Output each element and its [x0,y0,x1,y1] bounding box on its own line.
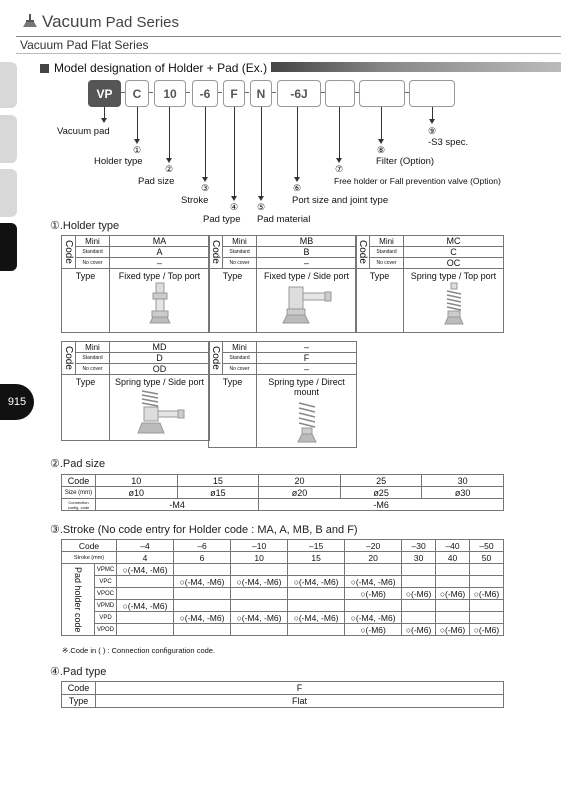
stroke-title: ③.Stroke (No code entry for Holder code : MA, A, MB, B and F) [50,524,358,536]
circle-7: ⑦ [335,164,344,174]
code-box-port: -6J [277,80,321,107]
label-s3: -S3 spec. [428,137,469,148]
side-tab[interactable] [0,115,17,163]
stroke-table [61,539,504,636]
code-box-pad-material: N [250,80,272,107]
pad-type-type: Flat [96,695,504,708]
stroke-cell [436,576,470,588]
label-filter: Filter (Option) [376,156,435,167]
pad-size-25: ø25 [340,487,422,499]
square-bullet-icon [40,64,49,73]
stroke-cell [231,624,288,636]
holder-c-type-cell [404,269,504,333]
code-box-holder: C [125,80,149,107]
holder-c: C [404,247,504,258]
holder-b: B [257,247,357,258]
label-port-size: Port size and joint type [292,195,389,206]
pad-size-20: ø20 [259,487,341,499]
stroke-cell: ○(-M6) [436,588,470,600]
title-gradient-bar [271,62,561,72]
stroke-cell: ○(-M4, -M6) [345,576,402,588]
connector-dash [405,92,409,93]
holder-a-type-cell [110,269,210,333]
holder-code: VPC [95,576,117,588]
pad-type-table [61,681,504,708]
row-mini: Mini [223,236,257,247]
stroke-cell [436,612,470,624]
connector-dash [355,92,359,93]
stroke-cell [436,564,470,576]
stroke-cell: ○(-M4, -M6) [174,612,231,624]
fixed-top-port-holder-image [145,281,175,327]
conn-m4: -M4 [96,499,259,511]
label-free-holder: Free holder or Fall prevention valve (Option) [334,176,501,186]
holder-ma: MA [110,236,210,247]
label-stroke: Stroke [181,195,209,206]
holder-d-type-cell [110,375,210,441]
arrow-pad-size [169,107,170,159]
stroke-cell: ○(-M6) [436,624,470,636]
stroke-cell [174,564,231,576]
code-box-pad-type: F [223,80,245,107]
arrow-filter [381,107,382,140]
holder-a-nocover: – [110,258,210,269]
row-standard: Standard [223,247,257,258]
stroke-cell [288,564,345,576]
code-label: Code [62,342,76,375]
stroke-cell: ○(-M4, -M6) [117,564,174,576]
stroke-cell [436,600,470,612]
holder-c-type: Spring type / Top port [410,271,497,281]
pad-holder-code-label: Pad holder code [62,564,95,636]
series-subtitle: Vacuum Pad Flat Series [20,38,149,52]
stroke-cell [470,564,504,576]
pad-code-label: Code [62,475,96,487]
series-title-big: Vacuu [42,12,89,31]
holder-code: VPMC [95,564,117,576]
series-title-rest: m Pad Series [88,14,179,31]
code-box-stroke: -6 [192,80,218,107]
stroke-cell [117,612,174,624]
holder-mc: MC [404,236,504,247]
pad-size-30: ø30 [422,487,504,499]
stroke-mm: 40 [436,552,470,564]
row-standard: Standard [76,353,110,364]
side-tab[interactable] [0,169,17,217]
row-mini: Mini [76,236,110,247]
code-box-s3 [409,80,455,107]
row-standard: Standard [370,247,404,258]
side-tab[interactable] [0,62,17,108]
stroke-cell [231,588,288,600]
stroke-cell [470,612,504,624]
label-pad-type: Pad type [203,214,241,225]
conn-m6: -M6 [259,499,504,511]
model-section-title [40,61,267,75]
pad-size-title: ②.Pad size [50,458,106,470]
row-no-cover: No cover [76,364,110,375]
circle-4: ④ [230,202,239,212]
stroke-code-10: –10 [231,540,288,552]
holder-table-b [208,235,357,333]
stroke-cell [402,600,436,612]
code-label: Code [356,236,370,269]
type-label: Type [62,375,110,441]
stroke-cell [470,576,504,588]
circle-3: ③ [201,183,210,193]
stroke-cell [117,588,174,600]
label-pad-material: Pad material [257,214,311,225]
holder-f: F [257,353,357,364]
arrow-vacuum-pad [104,107,105,119]
stroke-cell [174,600,231,612]
row-no-cover: No cover [223,258,257,269]
stroke-code-50: –50 [470,540,504,552]
pad-size-15: ø15 [177,487,259,499]
arrow-s3 [432,107,433,120]
pad-type-code: F [96,682,504,695]
row-standard: Standard [76,247,110,258]
label-vacuum-pad: Vacuum pad [57,126,110,137]
holder-table-c [355,235,504,333]
pad-size-table [61,474,504,511]
connector-dash [245,92,249,93]
stroke-code-4: –4 [117,540,174,552]
connector-dash [218,92,222,93]
stroke-mm: 4 [117,552,174,564]
stroke-cell [345,564,402,576]
holder-b-type-cell [257,269,357,333]
holder-d-type: Spring type / Side port [114,377,205,387]
stroke-code-40: –40 [436,540,470,552]
stroke-cell [231,564,288,576]
stroke-cell [288,588,345,600]
label-holder-type: Holder type [94,156,143,167]
holder-f-nocover: – [257,364,357,375]
pad-type-title: ④.Pad type [50,666,107,678]
stroke-cell [470,600,504,612]
row-no-cover: No cover [223,364,257,375]
stroke-code-label: Code [62,540,117,552]
code-box-vp: VP [88,80,121,107]
connector-dash [321,92,325,93]
stroke-mm: 6 [174,552,231,564]
stroke-cell [402,564,436,576]
circle-5: ⑤ [257,202,266,212]
code-label: Code [209,342,223,375]
pad-type-code-label: Code [62,682,96,695]
pad-size-label: Size (mm) [62,487,96,499]
holder-b-nocover: – [257,258,357,269]
holder-b-type: Fixed type / Side port [263,271,350,281]
pad-size-10: ø10 [96,487,178,499]
arrow-stroke [205,107,206,178]
stroke-cell [288,600,345,612]
connector-dash [186,92,190,93]
stroke-mm: 10 [231,552,288,564]
arrow-free-holder [339,107,340,159]
holder-table-d [61,341,210,441]
circle-9: ⑨ [428,126,437,136]
type-label: Type [62,269,110,333]
stroke-mm: 50 [470,552,504,564]
subtitle-divider [16,53,561,54]
stroke-mm-label: Stroke (mm) [62,552,117,564]
series-title [42,12,179,32]
holder-a: A [110,247,210,258]
stroke-cell: ○(-M6) [470,588,504,600]
holder-f-type: Spring type / Direct mount [268,377,345,397]
pad-code-20: 20 [259,475,341,487]
row-mini: Mini [76,342,110,353]
vacuum-pad-icon [22,14,38,28]
holder-f-mini: – [257,342,357,353]
side-tab-active[interactable] [0,223,17,271]
pad-code-25: 25 [340,475,422,487]
stroke-cell [402,576,436,588]
stroke-cell: ○(-M4, -M6) [117,600,174,612]
stroke-mm: 20 [345,552,402,564]
holder-md: MD [110,342,210,353]
arrow-holder-type [137,107,138,140]
stroke-cell: ○(-M4, -M6) [231,612,288,624]
stroke-mm: 30 [402,552,436,564]
holder-type-title: ①.Holder type [50,220,120,232]
code-label: Code [62,236,76,269]
stroke-cell: ○(-M4, -M6) [174,576,231,588]
row-mini: Mini [223,342,257,353]
stroke-cell: ○(-M4, -M6) [288,576,345,588]
stroke-cell: ○(-M4, -M6) [231,576,288,588]
circle-1: ① [133,145,142,155]
circle-8: ⑧ [377,145,386,155]
stroke-cell: ○(-M6) [402,588,436,600]
page-number: 915 [0,384,34,420]
arrow-pad-type [234,107,235,197]
stroke-cell [117,624,174,636]
holder-code: VPOC [95,588,117,600]
stroke-cell [174,588,231,600]
stroke-cell [288,624,345,636]
holder-code: VPOD [95,624,117,636]
stroke-cell: ○(-M6) [345,588,402,600]
holder-mb: MB [257,236,357,247]
stroke-cell [231,600,288,612]
stroke-cell: ○(-M6) [470,624,504,636]
pad-type-type-label: Type [62,695,96,708]
holder-od: OD [110,364,210,375]
holder-a-type: Fixed type / Top port [118,271,201,281]
stroke-mm: 15 [288,552,345,564]
pad-code-15: 15 [177,475,259,487]
holder-d: D [110,353,210,364]
code-box-pad-size: 10 [154,80,186,107]
spring-top-port-holder-image [439,281,469,327]
type-label: Type [356,269,404,333]
stroke-cell: ○(-M6) [402,624,436,636]
stroke-cell: ○(-M6) [345,624,402,636]
stroke-code-15: –15 [288,540,345,552]
type-label: Type [209,375,257,448]
arrow-port [297,107,298,178]
holder-table-f [208,341,357,448]
type-label: Type [209,269,257,333]
stroke-code-6: –6 [174,540,231,552]
connector-dash [121,92,125,93]
spring-side-port-holder-image [128,387,192,435]
stroke-code-30: –30 [402,540,436,552]
holder-oc: OC [404,258,504,269]
label-pad-size: Pad size [138,176,175,187]
arrow-pad-material [261,107,262,197]
code-box-filter [359,80,405,107]
holder-code: VPMD [95,600,117,612]
code-box-free-holder [325,80,355,107]
fixed-side-port-holder-image [275,281,339,327]
circle-6: ⑥ [293,183,302,193]
stroke-cell [345,600,402,612]
stroke-note: ※.Code in ( ) : Connection configuration code. [62,646,216,655]
header-divider [16,36,561,37]
row-standard: Standard [223,353,257,364]
pad-code-30: 30 [422,475,504,487]
pad-code-10: 10 [96,475,178,487]
row-no-cover: No cover [370,258,404,269]
stroke-cell: ○(-M4, -M6) [345,612,402,624]
holder-f-type-cell [257,375,357,448]
row-mini: Mini [370,236,404,247]
model-section-title-text: Model designation of Holder + Pad (Ex.) [54,61,268,75]
stroke-cell [402,612,436,624]
connector-dash [272,92,276,93]
stroke-cell [117,576,174,588]
connector-dash [149,92,153,93]
stroke-code-20: –20 [345,540,402,552]
code-label: Code [209,236,223,269]
holder-code: VPD [95,612,117,624]
row-no-cover: No cover [76,258,110,269]
conn-config-label: Connection config. code [62,499,96,511]
stroke-cell [174,624,231,636]
holder-table-a [61,235,210,333]
spring-direct-mount-holder-image [292,397,322,445]
circle-2: ② [165,164,174,174]
stroke-cell: ○(-M4, -M6) [288,612,345,624]
